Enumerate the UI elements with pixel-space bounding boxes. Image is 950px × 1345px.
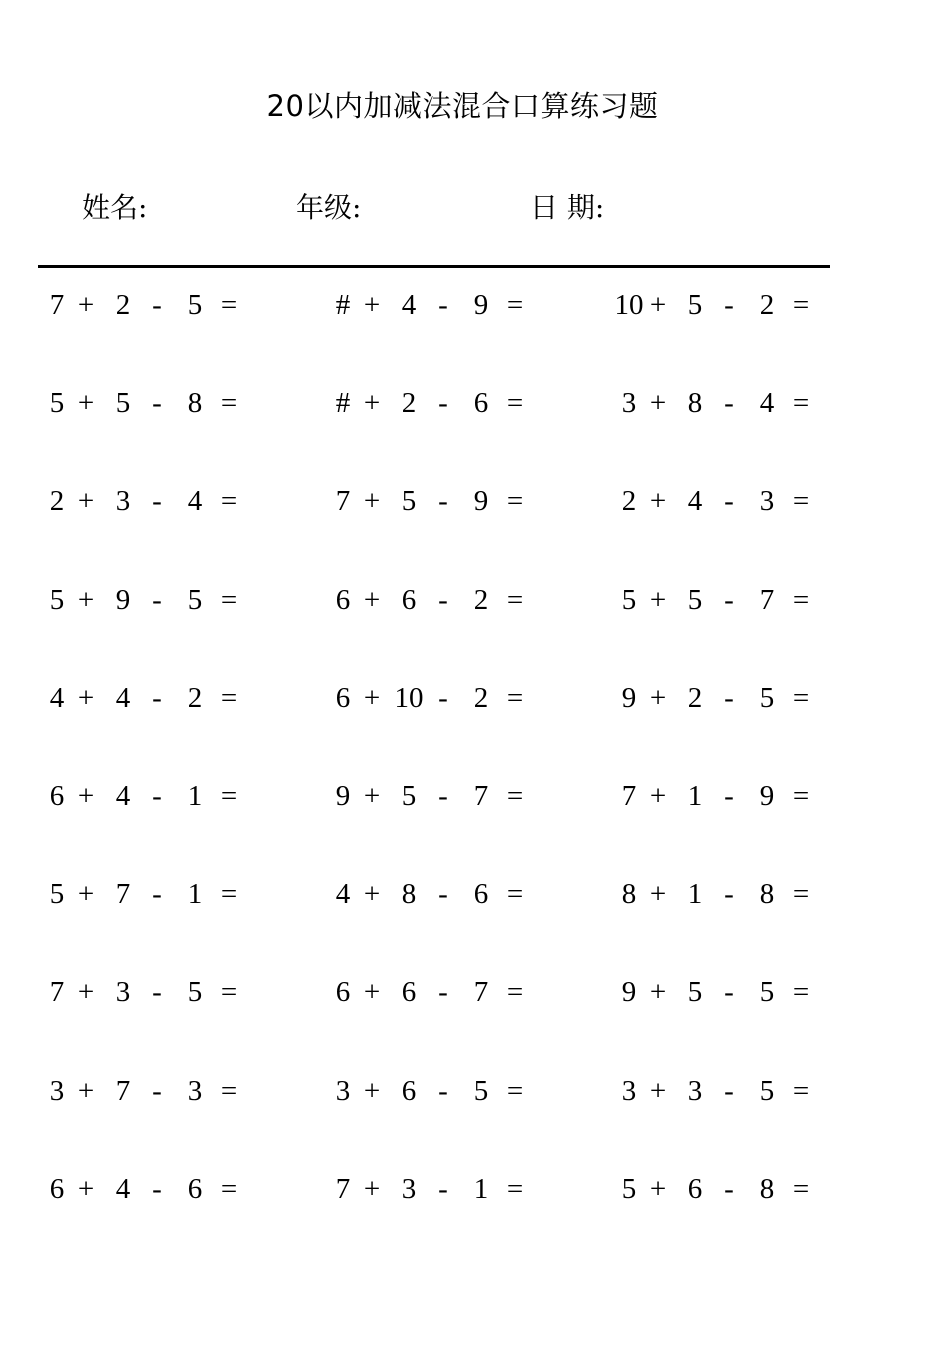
problem-row bbox=[0, 481, 950, 579]
operand-b: 8 bbox=[401, 878, 417, 911]
operand-c: 1 bbox=[187, 779, 203, 812]
operator-minus: - bbox=[438, 1074, 448, 1107]
equals-sign: = bbox=[506, 1074, 524, 1107]
operator-plus: + bbox=[649, 583, 667, 616]
operator-plus: + bbox=[363, 976, 381, 1009]
operator-plus: + bbox=[77, 681, 95, 714]
equals-sign: = bbox=[220, 387, 238, 420]
operand-b: 9 bbox=[115, 583, 131, 616]
operand-b: 4 bbox=[115, 779, 131, 812]
operator-plus: + bbox=[77, 976, 95, 1009]
operand-a: 7 bbox=[49, 289, 65, 321]
operator-plus: + bbox=[77, 779, 95, 812]
operand-c: 8 bbox=[187, 387, 203, 420]
operand-a: 8 bbox=[621, 878, 637, 911]
operand-b: 4 bbox=[115, 681, 131, 714]
operator-minus: - bbox=[724, 387, 734, 420]
operand-b: 5 bbox=[687, 583, 703, 616]
problem-row bbox=[0, 1071, 950, 1169]
operand-b: 3 bbox=[401, 1172, 417, 1205]
operand-a: 3 bbox=[621, 1074, 637, 1107]
operator-plus: + bbox=[649, 878, 667, 911]
equals-sign: = bbox=[792, 779, 810, 812]
operand-b: 4 bbox=[687, 485, 703, 518]
equals-sign: = bbox=[220, 289, 238, 321]
equals-sign: = bbox=[792, 289, 810, 321]
operand-c: 4 bbox=[759, 387, 775, 420]
operator-plus: + bbox=[649, 976, 667, 1009]
operand-b: 5 bbox=[401, 779, 417, 812]
operand-a: 5 bbox=[49, 878, 65, 911]
operand-b: 5 bbox=[401, 485, 417, 518]
operand-a: 5 bbox=[49, 387, 65, 420]
problem-row bbox=[0, 1169, 950, 1267]
operand-a: 7 bbox=[621, 779, 637, 812]
operand-a: 5 bbox=[49, 583, 65, 616]
operator-plus: + bbox=[77, 878, 95, 911]
operand-c: 5 bbox=[759, 976, 775, 1009]
operator-minus: - bbox=[152, 779, 162, 812]
operator-minus: - bbox=[152, 1172, 162, 1205]
operand-c: 9 bbox=[759, 779, 775, 812]
operator-minus: - bbox=[438, 976, 448, 1009]
operand-b: 3 bbox=[115, 485, 131, 518]
operand-a: # bbox=[335, 289, 351, 321]
operand-c: 5 bbox=[473, 1074, 489, 1107]
equals-sign: = bbox=[220, 878, 238, 911]
equals-sign: = bbox=[506, 779, 524, 812]
operator-minus: - bbox=[724, 485, 734, 518]
equals-sign: = bbox=[792, 485, 810, 518]
operator-plus: + bbox=[363, 289, 381, 321]
operator-plus: + bbox=[649, 1074, 667, 1107]
equals-sign: = bbox=[220, 1074, 238, 1107]
operand-b: 10 bbox=[394, 681, 424, 714]
operator-minus: - bbox=[724, 1172, 734, 1205]
name-label: 姓名: bbox=[82, 191, 148, 224]
operand-c: 5 bbox=[759, 1074, 775, 1107]
operand-c: 1 bbox=[473, 1172, 489, 1205]
operand-a: 7 bbox=[335, 485, 351, 518]
problem-row bbox=[0, 874, 950, 972]
equals-sign: = bbox=[506, 976, 524, 1009]
operator-minus: - bbox=[438, 289, 448, 321]
operand-a: # bbox=[335, 387, 351, 420]
date-label: 日 期: bbox=[530, 191, 605, 224]
operand-a: 4 bbox=[335, 878, 351, 911]
operator-plus: + bbox=[649, 289, 667, 321]
operand-c: 7 bbox=[473, 976, 489, 1009]
operand-c: 2 bbox=[187, 681, 203, 714]
problem-row bbox=[0, 776, 950, 874]
operand-c: 6 bbox=[473, 387, 489, 420]
operator-minus: - bbox=[438, 387, 448, 420]
operator-plus: + bbox=[363, 1172, 381, 1205]
equals-sign: = bbox=[792, 387, 810, 420]
operand-a: 6 bbox=[49, 779, 65, 812]
equals-sign: = bbox=[506, 1172, 524, 1205]
operand-a: 2 bbox=[49, 485, 65, 518]
worksheet-title: 20以内加减法混合口算练习题 bbox=[266, 89, 659, 123]
operand-b: 6 bbox=[401, 1074, 417, 1107]
operand-a: 9 bbox=[621, 681, 637, 714]
equals-sign: = bbox=[220, 681, 238, 714]
equals-sign: = bbox=[506, 681, 524, 714]
operand-a: 6 bbox=[49, 1172, 65, 1205]
operator-plus: + bbox=[649, 485, 667, 518]
operator-plus: + bbox=[363, 878, 381, 911]
operand-c: 9 bbox=[473, 289, 489, 321]
operator-plus: + bbox=[363, 1074, 381, 1107]
equals-sign: = bbox=[792, 1074, 810, 1107]
operand-b: 7 bbox=[115, 1074, 131, 1107]
operator-minus: - bbox=[724, 681, 734, 714]
problem-grid bbox=[0, 285, 950, 1267]
operator-minus: - bbox=[438, 878, 448, 911]
operand-c: 5 bbox=[187, 289, 203, 321]
equals-sign: = bbox=[506, 289, 524, 321]
equals-sign: = bbox=[792, 681, 810, 714]
equals-sign: = bbox=[506, 485, 524, 518]
equals-sign: = bbox=[220, 583, 238, 616]
operand-a: 3 bbox=[621, 387, 637, 420]
operator-plus: + bbox=[649, 387, 667, 420]
operand-c: 6 bbox=[473, 878, 489, 911]
operand-b: 5 bbox=[687, 289, 703, 321]
problem-row bbox=[0, 285, 950, 383]
operator-minus: - bbox=[152, 485, 162, 518]
operator-plus: + bbox=[363, 485, 381, 518]
operand-a: 7 bbox=[49, 976, 65, 1009]
operand-b: 2 bbox=[115, 289, 131, 321]
operand-b: 1 bbox=[687, 878, 703, 911]
equals-sign: = bbox=[792, 878, 810, 911]
operand-b: 5 bbox=[687, 976, 703, 1009]
operator-minus: - bbox=[724, 289, 734, 321]
operator-minus: - bbox=[152, 681, 162, 714]
operand-a: 3 bbox=[49, 1074, 65, 1107]
operator-plus: + bbox=[363, 779, 381, 812]
operator-minus: - bbox=[438, 485, 448, 518]
operand-c: 8 bbox=[759, 1172, 775, 1205]
operand-b: 2 bbox=[401, 387, 417, 420]
operand-b: 1 bbox=[687, 779, 703, 812]
equals-sign: = bbox=[792, 583, 810, 616]
operand-a: 6 bbox=[335, 583, 351, 616]
operator-minus: - bbox=[724, 1074, 734, 1107]
operand-b: 6 bbox=[687, 1172, 703, 1205]
operand-a: 9 bbox=[621, 976, 637, 1009]
equals-sign: = bbox=[220, 976, 238, 1009]
operand-a: 5 bbox=[621, 583, 637, 616]
operand-c: 2 bbox=[759, 289, 775, 321]
operator-plus: + bbox=[77, 1074, 95, 1107]
operand-b: 2 bbox=[687, 681, 703, 714]
operand-c: 2 bbox=[473, 681, 489, 714]
operand-b: 3 bbox=[687, 1074, 703, 1107]
operator-minus: - bbox=[438, 1172, 448, 1205]
operand-b: 5 bbox=[115, 387, 131, 420]
problem-row bbox=[0, 678, 950, 776]
operand-c: 7 bbox=[473, 779, 489, 812]
operator-minus: - bbox=[152, 387, 162, 420]
problem-row bbox=[0, 383, 950, 481]
operand-a: 6 bbox=[335, 681, 351, 714]
header-divider bbox=[38, 265, 830, 268]
operator-minus: - bbox=[152, 1074, 162, 1107]
equals-sign: = bbox=[792, 1172, 810, 1205]
operand-c: 5 bbox=[187, 583, 203, 616]
operator-plus: + bbox=[649, 1172, 667, 1205]
equals-sign: = bbox=[506, 583, 524, 616]
operator-plus: + bbox=[649, 681, 667, 714]
operator-minus: - bbox=[152, 878, 162, 911]
grade-label: 年级: bbox=[296, 191, 362, 224]
problem-row bbox=[0, 580, 950, 678]
operand-b: 4 bbox=[115, 1172, 131, 1205]
operand-a: 3 bbox=[335, 1074, 351, 1107]
operand-b: 4 bbox=[401, 289, 417, 321]
operator-plus: + bbox=[363, 583, 381, 616]
operand-a: 5 bbox=[621, 1172, 637, 1205]
operand-c: 8 bbox=[759, 878, 775, 911]
operator-minus: - bbox=[438, 779, 448, 812]
operator-plus: + bbox=[363, 387, 381, 420]
operand-c: 7 bbox=[759, 583, 775, 616]
operator-minus: - bbox=[724, 583, 734, 616]
operator-plus: + bbox=[77, 485, 95, 518]
operand-c: 3 bbox=[187, 1074, 203, 1107]
operand-c: 3 bbox=[759, 485, 775, 518]
operand-c: 5 bbox=[187, 976, 203, 1009]
operator-minus: - bbox=[152, 289, 162, 321]
operator-plus: + bbox=[77, 583, 95, 616]
operand-b: 6 bbox=[401, 976, 417, 1009]
operator-minus: - bbox=[438, 681, 448, 714]
operand-a: 6 bbox=[335, 976, 351, 1009]
operand-b: 6 bbox=[401, 583, 417, 616]
operator-minus: - bbox=[724, 878, 734, 911]
operand-c: 5 bbox=[759, 681, 775, 714]
operand-b: 3 bbox=[115, 976, 131, 1009]
operand-c: 4 bbox=[187, 485, 203, 518]
operator-minus: - bbox=[152, 583, 162, 616]
operator-minus: - bbox=[152, 976, 162, 1009]
equals-sign: = bbox=[220, 485, 238, 518]
operator-minus: - bbox=[438, 583, 448, 616]
operator-minus: - bbox=[724, 779, 734, 812]
operator-plus: + bbox=[363, 681, 381, 714]
operand-b: 7 bbox=[115, 878, 131, 911]
operator-plus: + bbox=[77, 1172, 95, 1205]
problem-row bbox=[0, 972, 950, 1070]
equals-sign: = bbox=[506, 878, 524, 911]
equals-sign: = bbox=[792, 976, 810, 1009]
equals-sign: = bbox=[220, 779, 238, 812]
operand-a: 7 bbox=[335, 1172, 351, 1205]
operator-minus: - bbox=[724, 976, 734, 1009]
operator-plus: + bbox=[649, 779, 667, 812]
operand-c: 9 bbox=[473, 485, 489, 518]
equals-sign: = bbox=[220, 1172, 238, 1205]
operand-a: 2 bbox=[621, 485, 637, 518]
operand-a: 10 bbox=[614, 289, 644, 321]
operand-c: 2 bbox=[473, 583, 489, 616]
operand-a: 9 bbox=[335, 779, 351, 812]
operand-a: 4 bbox=[49, 681, 65, 714]
operand-c: 1 bbox=[187, 878, 203, 911]
operand-c: 6 bbox=[187, 1172, 203, 1205]
operand-b: 8 bbox=[687, 387, 703, 420]
equals-sign: = bbox=[506, 387, 524, 420]
operator-plus: + bbox=[77, 387, 95, 420]
operator-plus: + bbox=[77, 289, 95, 321]
